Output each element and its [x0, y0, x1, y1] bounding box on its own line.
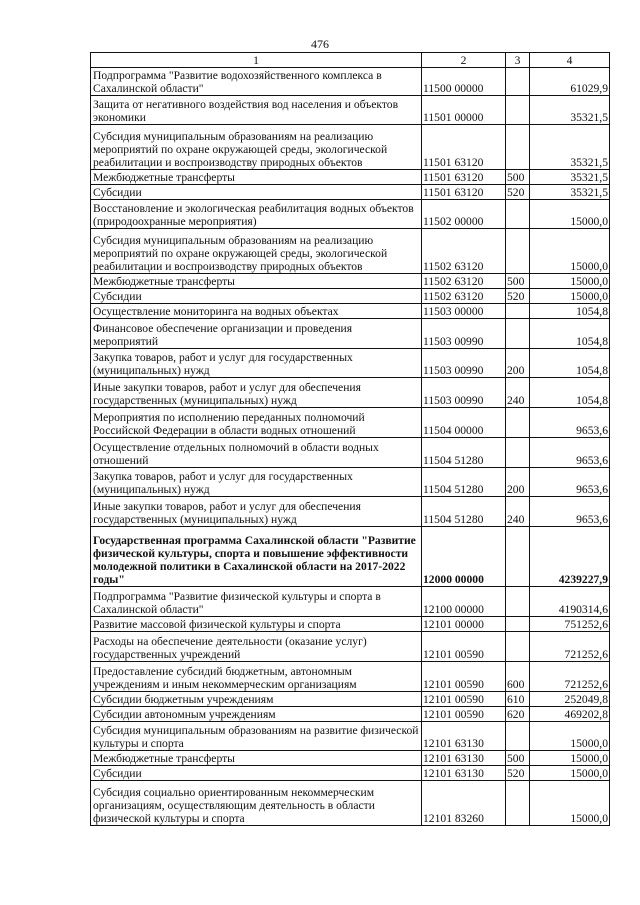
- row-name-cell: Подпрограмма "Развитие физической культуры и спорта в Сахалинской области": [91, 587, 422, 617]
- row-code-cell: 11501 00000: [422, 96, 506, 125]
- row-name-cell: Развитие массовой физической культуры и спорта: [91, 617, 422, 632]
- table-row: [91, 468, 610, 497]
- row-expense-type-cell: 620: [506, 707, 530, 722]
- row-amount-cell: 9653,6: [530, 408, 610, 438]
- row-name-cell: Иные закупки товаров, работ и услуг для обеспечения государственных (муниципальных) нужд: [91, 497, 422, 527]
- row-amount-cell: 35321,5: [530, 96, 610, 125]
- row-expense-type-cell: 200: [506, 468, 530, 497]
- row-amount-cell: 4239227,9: [530, 527, 610, 587]
- table-row: [91, 68, 610, 96]
- row-expense-type-cell: [506, 200, 530, 229]
- row-name-cell: Субсидии: [91, 185, 422, 200]
- row-name-cell: Межбюджетные трансферты: [91, 170, 422, 185]
- row-amount-cell: 15000,0: [530, 229, 610, 274]
- row-name-cell: Субсидия социально ориентированным некоммерческим организациям, осуществляющим деятельность в области физической культуры и спорта: [91, 781, 422, 826]
- row-code-cell: 11502 63120: [422, 229, 506, 274]
- row-expense-type-cell: 610: [506, 692, 530, 707]
- row-expense-type-cell: 520: [506, 289, 530, 304]
- row-expense-type-cell: 500: [506, 274, 530, 289]
- row-expense-type-cell: [506, 304, 530, 319]
- row-amount-cell: 751252,6: [530, 617, 610, 632]
- row-expense-type-cell: [506, 408, 530, 438]
- row-expense-type-cell: 520: [506, 766, 530, 781]
- row-code-cell: 12000 00000: [422, 527, 506, 587]
- row-name-cell: Государственная программа Сахалинской области "Развитие физической культуры, спорта и повышение эффективности молодежной политики в Сахалинской области на 2017-2022 годы": [91, 527, 422, 587]
- row-amount-cell: 469202,8: [530, 707, 610, 722]
- row-code-cell: 12101 83260: [422, 781, 506, 826]
- row-name-cell: Межбюджетные трансферты: [91, 751, 422, 766]
- row-code-cell: 11503 00990: [422, 378, 506, 408]
- row-code-cell: 11503 00990: [422, 319, 506, 349]
- table-row: [91, 274, 610, 289]
- row-name-cell: Субсидии автономным учреждениям: [91, 707, 422, 722]
- table-row: [91, 438, 610, 468]
- table-row: [91, 617, 610, 632]
- row-expense-type-cell: [506, 617, 530, 632]
- row-code-cell: 11502 63120: [422, 274, 506, 289]
- table-header-row: [91, 53, 610, 68]
- row-expense-type-cell: [506, 96, 530, 125]
- row-expense-type-cell: [506, 319, 530, 349]
- table-row: [91, 319, 610, 349]
- table-row: [91, 751, 610, 766]
- row-name-cell: Восстановление и экологическая реабилитация водных объектов (природоохранные мероприятия): [91, 200, 422, 229]
- page-number: 476: [311, 37, 329, 51]
- column-header-name: 1: [91, 53, 422, 68]
- table-row: [91, 200, 610, 229]
- column-header-expense-type: 3: [506, 53, 530, 68]
- row-expense-type-cell: [506, 229, 530, 274]
- row-name-cell: Субсидии бюджетным учреждениям: [91, 692, 422, 707]
- row-name-cell: Межбюджетные трансферты: [91, 274, 422, 289]
- row-amount-cell: 15000,0: [530, 200, 610, 229]
- table-row: [91, 587, 610, 617]
- row-amount-cell: 4190314,6: [530, 587, 610, 617]
- row-code-cell: 11504 51280: [422, 438, 506, 468]
- row-name-cell: Иные закупки товаров, работ и услуг для обеспечения государственных (муниципальных) нужд: [91, 378, 422, 408]
- row-amount-cell: 1054,8: [530, 349, 610, 378]
- row-expense-type-cell: [506, 125, 530, 170]
- row-expense-type-cell: [506, 68, 530, 96]
- table-row: [91, 707, 610, 722]
- row-code-cell: 12101 00590: [422, 662, 506, 692]
- row-code-cell: 11504 51280: [422, 468, 506, 497]
- row-name-cell: Субсидия муниципальным образованиям на развитие физической культуры и спорта: [91, 722, 422, 751]
- row-code-cell: 11501 63120: [422, 185, 506, 200]
- table-row: [91, 125, 610, 170]
- row-amount-cell: 35321,5: [530, 125, 610, 170]
- row-amount-cell: 1054,8: [530, 304, 610, 319]
- row-amount-cell: 721252,6: [530, 632, 610, 662]
- table-row: [91, 722, 610, 751]
- row-amount-cell: 9653,6: [530, 438, 610, 468]
- table-row: [91, 781, 610, 826]
- row-code-cell: 12101 00590: [422, 692, 506, 707]
- row-name-cell: Закупка товаров, работ и услуг для государственных (муниципальных) нужд: [91, 349, 422, 378]
- table-row: [91, 170, 610, 185]
- row-expense-type-cell: 240: [506, 497, 530, 527]
- row-amount-cell: 1054,8: [530, 319, 610, 349]
- row-amount-cell: 15000,0: [530, 751, 610, 766]
- row-code-cell: 12101 63130: [422, 722, 506, 751]
- row-expense-type-cell: 600: [506, 662, 530, 692]
- row-name-cell: Субсидия муниципальным образованиям на реализацию мероприятий по охране окружающей среды, экологической реабилитации и воспроизводству природных объектов: [91, 229, 422, 274]
- budget-table: [90, 52, 610, 826]
- row-name-cell: Субсидии: [91, 289, 422, 304]
- row-amount-cell: 15000,0: [530, 766, 610, 781]
- row-amount-cell: 9653,6: [530, 497, 610, 527]
- row-amount-cell: 9653,6: [530, 468, 610, 497]
- row-amount-cell: 252049,8: [530, 692, 610, 707]
- row-name-cell: Осуществление отдельных полномочий в области водных отношений: [91, 438, 422, 468]
- row-amount-cell: 15000,0: [530, 289, 610, 304]
- row-amount-cell: 15000,0: [530, 274, 610, 289]
- row-amount-cell: 15000,0: [530, 722, 610, 751]
- row-amount-cell: 35321,5: [530, 185, 610, 200]
- column-header-code: 2: [422, 53, 506, 68]
- row-amount-cell: 35321,5: [530, 170, 610, 185]
- table-row: [91, 229, 610, 274]
- row-expense-type-cell: [506, 438, 530, 468]
- row-code-cell: 12101 00590: [422, 707, 506, 722]
- row-name-cell: Мероприятия по исполнению переданных полномочий Российской Федерации в области водных отношений: [91, 408, 422, 438]
- row-expense-type-cell: [506, 587, 530, 617]
- row-code-cell: 11501 63120: [422, 125, 506, 170]
- row-code-cell: 11501 63120: [422, 170, 506, 185]
- row-amount-cell: 61029,9: [530, 68, 610, 96]
- table-row: [91, 349, 610, 378]
- row-name-cell: Защита от негативного воздействия вод населения и объектов экономики: [91, 96, 422, 125]
- row-code-cell: 11502 63120: [422, 289, 506, 304]
- row-expense-type-cell: [506, 632, 530, 662]
- row-name-cell: Субсидии: [91, 766, 422, 781]
- row-code-cell: 12101 00000: [422, 617, 506, 632]
- row-expense-type-cell: [506, 722, 530, 751]
- row-amount-cell: 721252,6: [530, 662, 610, 692]
- row-amount-cell: 1054,8: [530, 378, 610, 408]
- row-name-cell: Осуществление мониторинга на водных объектах: [91, 304, 422, 319]
- table-row: [91, 766, 610, 781]
- row-code-cell: 11504 51280: [422, 497, 506, 527]
- row-name-cell: Финансовое обеспечение организации и проведения мероприятий: [91, 319, 422, 349]
- row-expense-type-cell: 500: [506, 170, 530, 185]
- table-row: [91, 304, 610, 319]
- row-name-cell: Субсидия муниципальным образованиям на реализацию мероприятий по охране окружающей среды, экологической реабилитации и воспроизводству природных объектов: [91, 125, 422, 170]
- table-row: [91, 289, 610, 304]
- row-code-cell: 11502 00000: [422, 200, 506, 229]
- row-code-cell: 12101 00590: [422, 632, 506, 662]
- table-row: [91, 692, 610, 707]
- row-amount-cell: 15000,0: [530, 781, 610, 826]
- row-code-cell: 12101 63130: [422, 751, 506, 766]
- row-name-cell: Расходы на обеспечение деятельности (оказание услуг) государственных учреждений: [91, 632, 422, 662]
- row-name-cell: Подпрограмма "Развитие водохозяйственного комплекса в Сахалинской области": [91, 68, 422, 96]
- row-code-cell: 11503 00990: [422, 349, 506, 378]
- row-name-cell: Закупка товаров, работ и услуг для государственных (муниципальных) нужд: [91, 468, 422, 497]
- table-row: [91, 408, 610, 438]
- row-code-cell: 12100 00000: [422, 587, 506, 617]
- row-expense-type-cell: 500: [506, 751, 530, 766]
- row-expense-type-cell: [506, 527, 530, 587]
- column-header-amount: 4: [530, 53, 610, 68]
- row-code-cell: 11504 00000: [422, 408, 506, 438]
- table-row: [91, 632, 610, 662]
- table-row: [91, 378, 610, 408]
- row-code-cell: 12101 63130: [422, 766, 506, 781]
- table-row: [91, 185, 610, 200]
- row-code-cell: 11503 00000: [422, 304, 506, 319]
- table-row: [91, 497, 610, 527]
- row-expense-type-cell: 520: [506, 185, 530, 200]
- table-row: [91, 662, 610, 692]
- row-name-cell: Предоставление субсидий бюджетным, автономным учреждениям и иным некоммерческим организациям: [91, 662, 422, 692]
- row-expense-type-cell: [506, 781, 530, 826]
- row-expense-type-cell: 200: [506, 349, 530, 378]
- table-row: [91, 527, 610, 587]
- table-row: [91, 96, 610, 125]
- row-expense-type-cell: 240: [506, 378, 530, 408]
- row-code-cell: 11500 00000: [422, 68, 506, 96]
